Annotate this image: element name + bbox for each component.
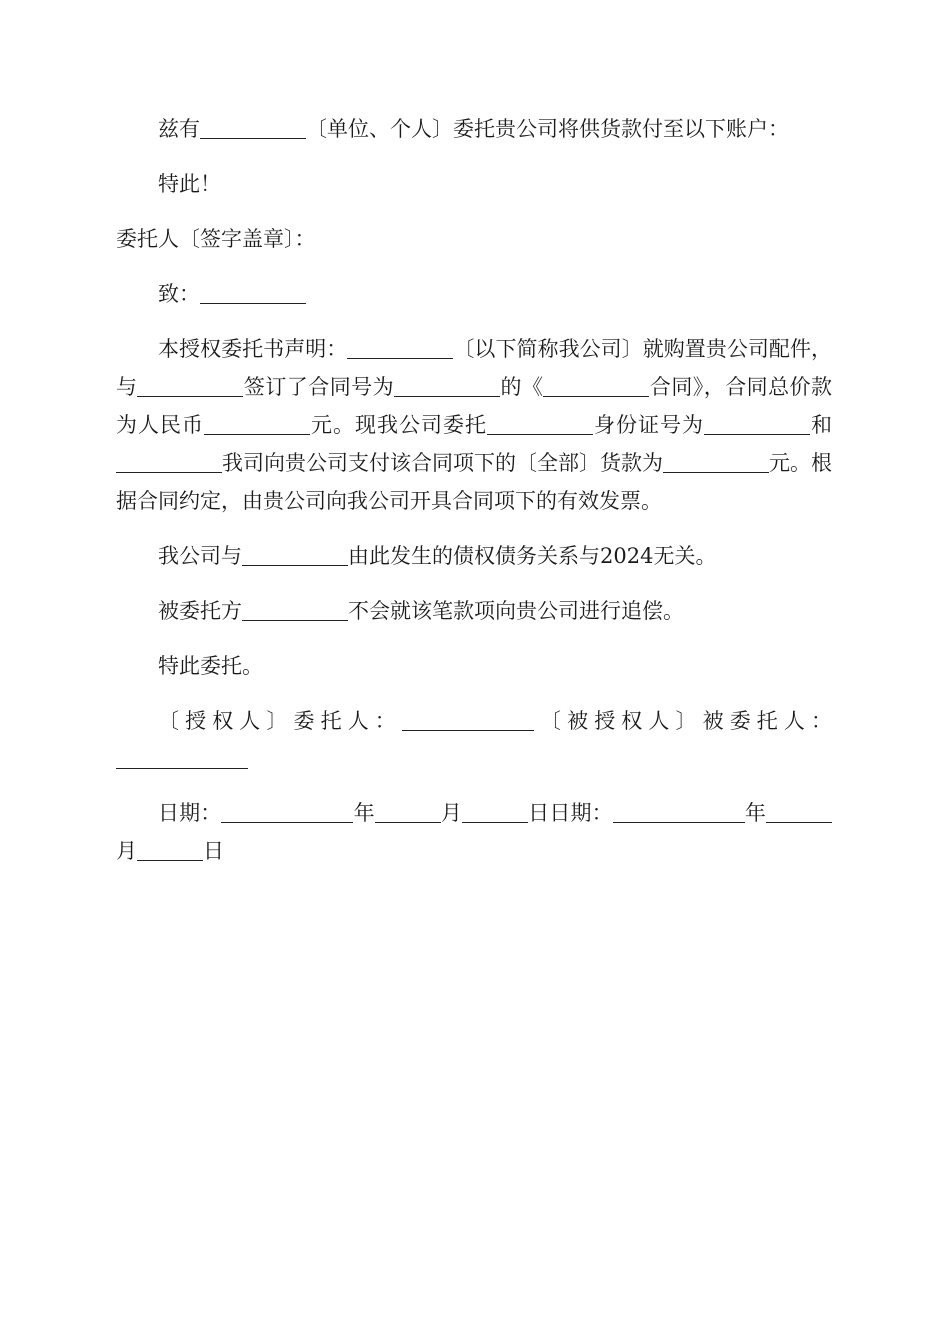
signatories-line [116,702,832,778]
text: 签订了合同号为 [243,375,395,399]
blank-field[interactable] [221,799,353,822]
text: 本授权委托书声明： [158,337,348,361]
blank-field[interactable] [116,745,248,768]
blank-field[interactable] [116,449,222,472]
closing-entrust [116,647,832,685]
text: 的《 [500,375,544,399]
text: 日日期： [528,801,613,825]
blank-field[interactable] [200,280,306,303]
text: 身份证号为 [593,413,704,437]
document-page [116,110,832,870]
no-recourse-paragraph [116,592,832,630]
text: 元。现我公司委托 [310,413,487,437]
blank-field[interactable] [242,597,348,620]
text: 兹有 [158,117,200,141]
text: 日期： [158,801,222,825]
blank-field[interactable] [242,542,348,565]
text: 由此发生的债权债务关系与2024无关。 [348,544,717,568]
text: 特此！ [158,172,221,196]
text: 月 [116,839,137,863]
blank-field[interactable] [347,335,453,358]
text: 年 [744,801,767,825]
declaration-paragraph [116,330,832,520]
blank-field[interactable] [462,799,528,822]
liability-paragraph [116,537,832,575]
text: 〔单位、个人〕委托贵公司将供货款付至以下账户： [306,117,789,141]
blank-field[interactable] [402,707,534,730]
text: 特此委托。 [158,654,263,678]
blank-field[interactable] [137,837,203,860]
blank-field[interactable] [663,449,769,472]
principal-signature-line [116,220,832,258]
blank-field[interactable] [200,115,306,138]
text: 委托人〔签字盖章〕： [116,227,316,251]
date-line [116,794,832,870]
closing-remark [116,165,832,203]
blank-field[interactable] [613,799,745,822]
addressee-line [116,275,832,313]
opening-paragraph [116,110,832,148]
text: 我公司与 [158,544,242,568]
text: 不会就该笔款项向贵公司进行追偿。 [348,599,684,623]
blank-field[interactable] [704,411,810,434]
text: 元。根据合同约定，由贵公司向我公司开具合同项下的有效发票。 [116,451,832,513]
blank-field[interactable] [394,373,500,396]
text: 被委托方 [158,599,242,623]
text: 我司向贵公司支付该合同项下的〔全部〕货款为 [222,451,663,475]
text: 日 [203,839,224,863]
blank-field[interactable] [137,373,243,396]
blank-field[interactable] [487,411,593,434]
blank-field[interactable] [375,799,441,822]
blank-field[interactable] [543,373,649,396]
text: 〔以下简称我公司〕就购置贵公司配件，与 [116,337,833,399]
text: 和 [810,413,832,437]
text: 月 [440,801,463,825]
text: 致： [158,282,200,306]
blank-field[interactable] [766,799,832,822]
blank-field[interactable] [204,411,310,434]
text: 年 [353,801,375,825]
text: 〔授权人〕委托人： [158,709,402,733]
text: 〔被授权人〕被委托人： [533,709,833,733]
text: 合同》，合同总价款为人民币 [116,375,833,437]
